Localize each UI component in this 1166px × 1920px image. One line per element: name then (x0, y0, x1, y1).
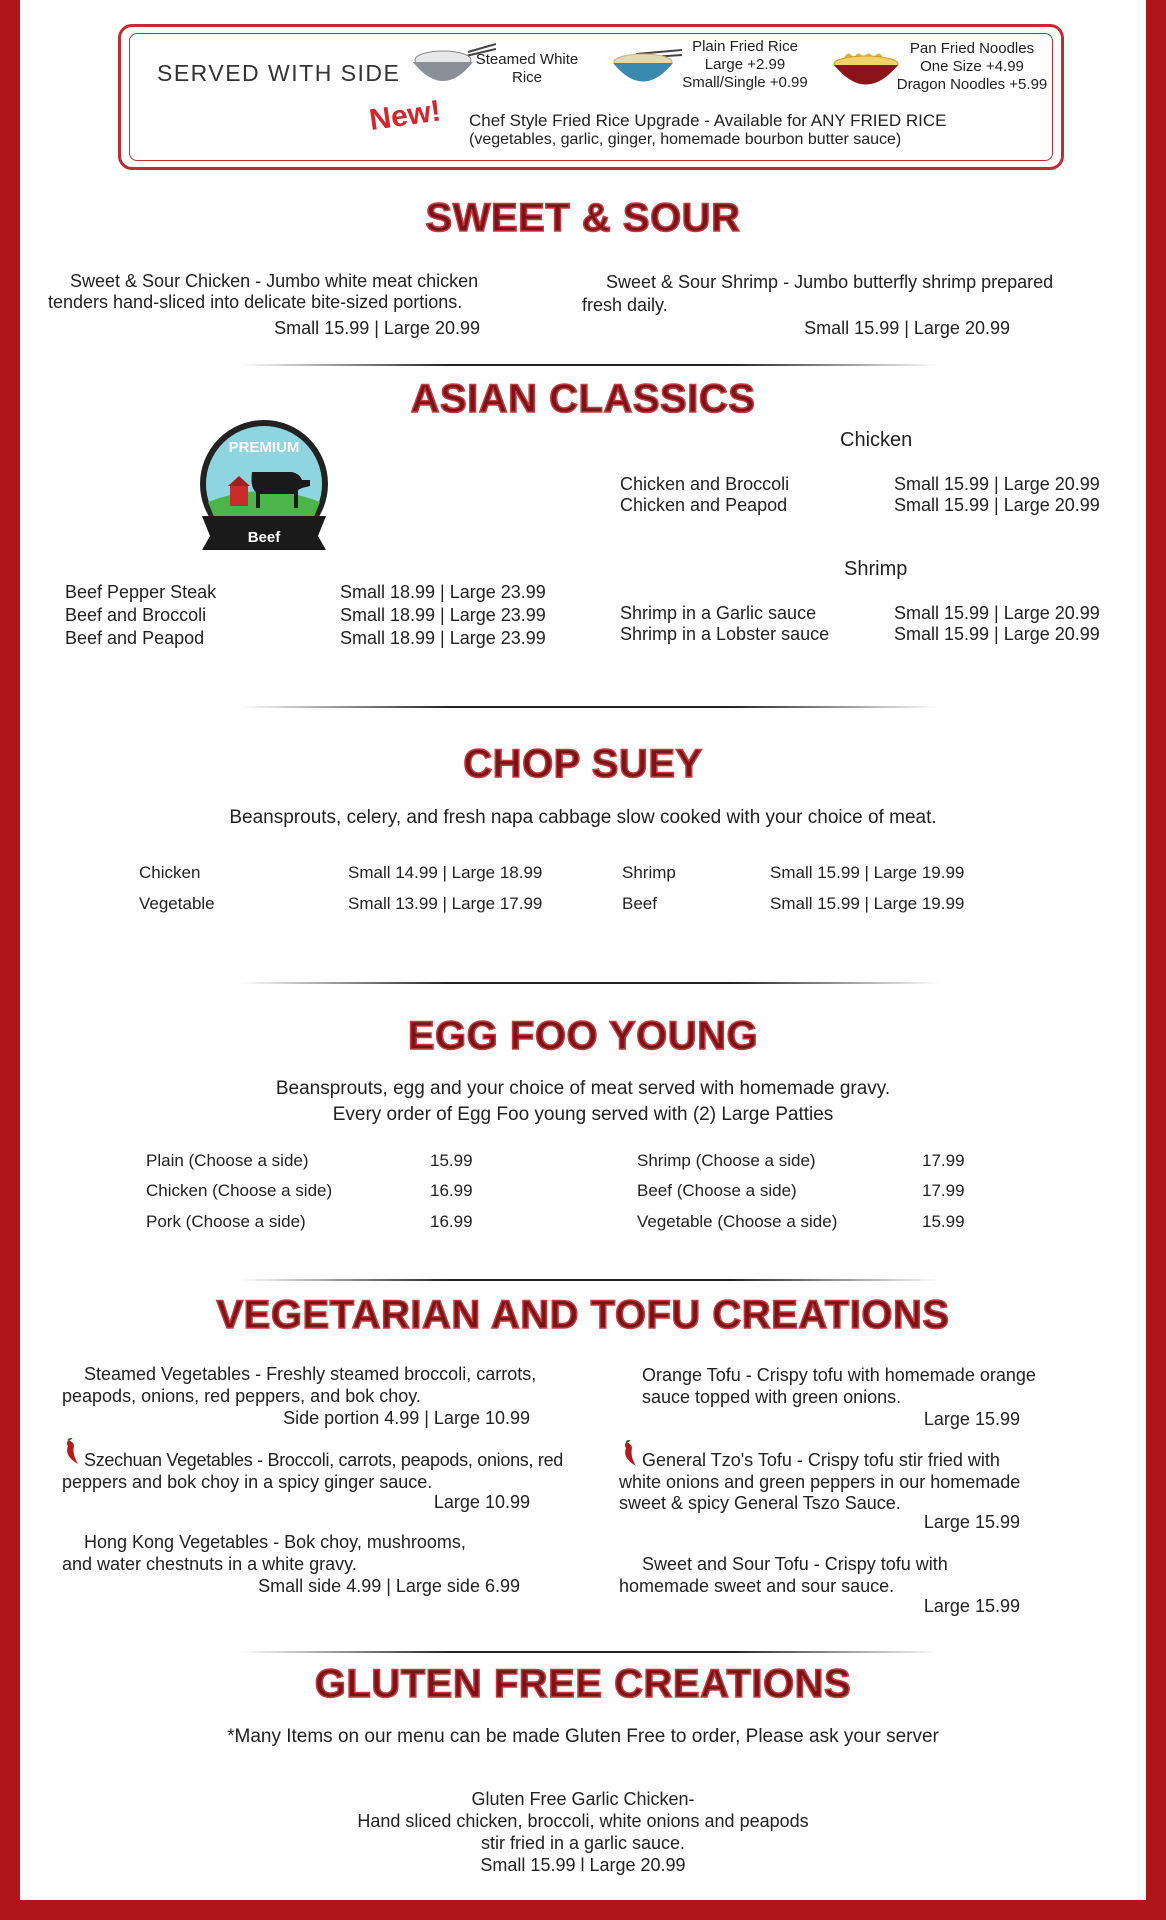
shrimp-heading: Shrimp (844, 558, 908, 580)
beef-item-name: Beef and Broccoli (65, 605, 207, 625)
chop-suey-item-name: Shrimp (622, 863, 676, 882)
egg-foo-young-item-price: 16.99 (430, 1181, 473, 1200)
chicken-heading: Chicken (840, 429, 913, 451)
sweet-sour-title: SWEET & SOUR (425, 196, 741, 240)
gluten-free-title: GLUTEN FREE CREATIONS (314, 1662, 852, 1706)
section-divider (240, 706, 940, 708)
egg-foo-young-item-price: 17.99 (922, 1151, 965, 1170)
menu-content (20, 0, 1146, 1900)
sweet-sour-chicken-price: Small 15.99 | Large 20.99 (274, 318, 480, 338)
egg-foo-young-item-name: Beef (Choose a side) (637, 1181, 797, 1200)
steamed-vegetables-line-1: Steamed Vegetables - Freshly steamed broccoli, carrots, (84, 1364, 537, 1384)
chicken-item-price: Small 15.99 | Large 20.99 (894, 495, 1100, 515)
badge-beef-text: Beef (247, 529, 281, 546)
orange-tofu-line-1: Orange Tofu - Crispy tofu with homemade orange (642, 1365, 1036, 1385)
chop-suey-item-name: Beef (622, 894, 657, 913)
egg-foo-young-item-price: 15.99 (430, 1151, 473, 1170)
chop-suey-item-name: Vegetable (139, 894, 215, 913)
chop-suey-item-price: Small 14.99 | Large 18.99 (348, 863, 543, 882)
gluten-free-item-line-1: Hand sliced chicken, broccoli, white onions and peapods (357, 1811, 809, 1831)
general-tzo-tofu-line-2: white onions and green peppers in our homemade (619, 1472, 1021, 1492)
shrimp-item-price: Small 15.99 | Large 20.99 (894, 624, 1100, 644)
hong-kong-vegetables-price: Small side 4.99 | Large side 6.99 (258, 1576, 520, 1596)
sweet-sour-shrimp-line-1: Sweet & Sour Shrimp - Jumbo butterfly shrimp prepared (606, 272, 1054, 292)
section-divider (240, 1651, 940, 1653)
plain-fried-rice-label: Plain Fried Rice Large +2.99 Small/Single +0.99 (682, 38, 808, 91)
sweet-sour-chicken-line-1: Sweet & Sour Chicken - Jumbo white meat chicken (70, 271, 479, 291)
sweet-sour-tofu-line-2: homemade sweet and sour sauce. (619, 1576, 895, 1596)
section-divider (240, 364, 940, 366)
gluten-free-item-name: Gluten Free Garlic Chicken- (471, 1789, 695, 1809)
chop-suey-title: CHOP SUEY (463, 742, 703, 786)
beef-item-price: Small 18.99 | Large 23.99 (340, 628, 546, 648)
chicken-item-price: Small 15.99 | Large 20.99 (894, 474, 1100, 494)
sweet-sour-tofu-price: Large 15.99 (923, 1596, 1020, 1616)
general-tzo-tofu-price: Large 15.99 (923, 1512, 1020, 1532)
szechuan-vegetables-line-2: peppers and bok choy in a spicy ginger sauce. (62, 1472, 433, 1492)
egg-foo-young-description-1: Beansprouts, egg and your choice of meat served with homemade gravy. (275, 1078, 891, 1099)
egg-foo-young-item-name: Chicken (Choose a side) (146, 1181, 333, 1200)
egg-foo-young-item-price: 17.99 (922, 1181, 965, 1200)
beef-item-price: Small 18.99 | Large 23.99 (340, 582, 546, 602)
chop-suey-item-price: Small 13.99 | Large 17.99 (348, 894, 543, 913)
pan-fried-noodles-label: Pan Fried Noodles One Size +4.99 Dragon Noodles +5.99 (896, 40, 1048, 93)
egg-foo-young-item-name: Plain (Choose a side) (146, 1151, 309, 1170)
hong-kong-vegetables-line-1: Hong Kong Vegetables - Bok choy, mushrooms, (84, 1532, 466, 1552)
egg-foo-young-item-name: Shrimp (Choose a side) (637, 1151, 816, 1170)
general-tzo-tofu-line-3: sweet & spicy General Tszo Sauce. (619, 1493, 901, 1513)
egg-foo-young-item-name: Pork (Choose a side) (146, 1212, 306, 1231)
beef-item-name: Beef and Peapod (65, 628, 205, 648)
szechuan-vegetables-price: Large 10.99 (433, 1492, 530, 1512)
chop-suey-item-price: Small 15.99 | Large 19.99 (770, 894, 965, 913)
szechuan-vegetables-line-1: Szechuan Vegetables - Broccoli, carrots, peapods, onions, red (84, 1450, 563, 1470)
gluten-free-item-line-2: stir fried in a garlic sauce. (480, 1833, 686, 1853)
new-badge: New! (367, 94, 443, 138)
egg-foo-young-item-price: 16.99 (430, 1212, 473, 1231)
chop-suey-description: Beansprouts, celery, and fresh napa cabbage slow cooked with your choice of meat. (229, 807, 937, 828)
steamed-rice-label: Steamed White Rice (475, 51, 579, 86)
shrimp-item-name: Shrimp in a Lobster sauce (620, 624, 830, 644)
hong-kong-vegetables-line-2: and water chestnuts in a white gravy. (62, 1554, 357, 1574)
beef-item-name: Beef Pepper Steak (65, 582, 217, 602)
vegetarian-title: VEGETARIAN AND TOFU CREATIONS (216, 1293, 950, 1337)
egg-foo-young-item-price: 15.99 (922, 1212, 965, 1231)
asian-classics-title: ASIAN CLASSICS (410, 377, 756, 421)
chop-suey-item-name: Chicken (139, 863, 201, 882)
gluten-free-note: *Many Items on our menu can be made Gluten Free to order, Please ask your server (227, 1726, 939, 1747)
section-divider (240, 1279, 940, 1281)
shrimp-item-price: Small 15.99 | Large 20.99 (894, 603, 1100, 623)
badge-premium-text: PREMIUM (228, 439, 300, 456)
general-tzo-tofu-line-1: General Tzo's Tofu - Crispy tofu stir fried with (642, 1450, 1000, 1470)
egg-foo-young-title: EGG FOO YOUNG (407, 1014, 759, 1058)
sweet-sour-shrimp-line-2: fresh daily. (582, 295, 668, 315)
orange-tofu-price: Large 15.99 (923, 1409, 1020, 1429)
upgrade-line-1: Chef Style Fried Rice Upgrade - Available for ANY FRIED RICE (469, 111, 947, 130)
sweet-sour-shrimp-price: Small 15.99 | Large 20.99 (804, 318, 1010, 338)
sweet-sour-tofu-line-1: Sweet and Sour Tofu - Crispy tofu with (642, 1554, 948, 1574)
served-with-side-label: SERVED WITH SIDE (157, 60, 401, 86)
chili-pepper-icon (620, 1440, 640, 1468)
steamed-vegetables-price: Side portion 4.99 | Large 10.99 (283, 1408, 530, 1428)
chili-pepper-icon (62, 1438, 82, 1466)
premium-beef-badge-icon (194, 418, 334, 558)
egg-foo-young-item-name: Vegetable (Choose a side) (637, 1212, 838, 1231)
gluten-free-item-price: Small 15.99 l Large 20.99 (480, 1855, 686, 1875)
egg-foo-young-description-2: Every order of Egg Foo young served with (2) Large Patties (332, 1104, 834, 1125)
beef-item-price: Small 18.99 | Large 23.99 (340, 605, 546, 625)
sweet-sour-chicken-line-2: tenders hand-sliced into delicate bite-sized portions. (48, 292, 463, 312)
steamed-vegetables-line-2: peapods, onions, red peppers, and bok choy. (62, 1386, 421, 1406)
chop-suey-item-price: Small 15.99 | Large 19.99 (770, 863, 965, 882)
chicken-item-name: Chicken and Peapod (620, 495, 788, 515)
section-divider (240, 982, 940, 984)
upgrade-line-2: (vegetables, garlic, ginger, homemade bourbon butter sauce) (469, 131, 902, 148)
shrimp-item-name: Shrimp in a Garlic sauce (620, 603, 817, 623)
orange-tofu-line-2: sauce topped with green onions. (642, 1387, 902, 1407)
chicken-item-name: Chicken and Broccoli (620, 474, 790, 494)
